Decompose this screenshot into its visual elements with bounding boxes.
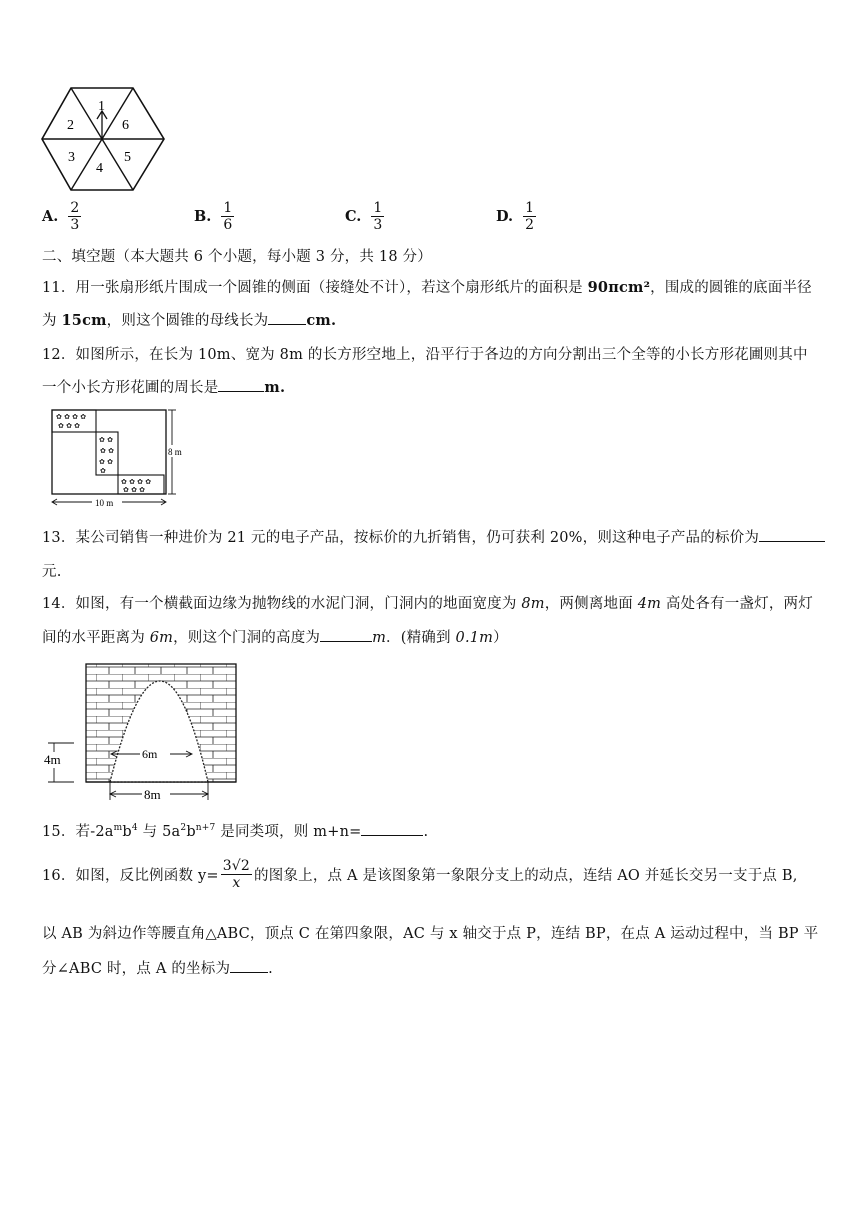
q13-text: 13．某公司销售一种进价为 21 元的电子产品，按标价的九折销售，仍可获利 20%，则这种电子产品的标价为 — [42, 530, 760, 546]
q15-sup-2: 2 — [180, 823, 187, 833]
door-inner-width-label: 6m — [142, 747, 158, 761]
q14-text-i: ） — [493, 630, 508, 646]
q16-line-3 — [42, 957, 273, 978]
option-d-num: 1 — [525, 200, 535, 216]
option-d-letter: D. — [496, 208, 514, 225]
garden-height-label: 8 m — [168, 447, 182, 457]
hexagon-spinner-figure — [40, 86, 166, 192]
hex-number-1: 1 — [98, 99, 105, 114]
option-a-den: 3 — [70, 217, 80, 233]
svg-text:✿ ✿: ✿ ✿ — [99, 458, 113, 466]
q16-function-fraction — [221, 858, 252, 891]
q14-lamp-height: 4m — [637, 596, 662, 612]
q14-line-1 — [42, 592, 813, 613]
q11-text-c: ，围成的圆锥的底面半径 — [650, 280, 812, 296]
q15-answer-blank[interactable] — [361, 821, 423, 836]
option-d — [496, 200, 536, 233]
hex-number-5: 5 — [124, 150, 131, 165]
q11-radius: 15cm — [61, 312, 107, 329]
q11-unit: cm. — [306, 312, 337, 329]
q16-frac-den: x — [232, 875, 241, 891]
option-b-fraction — [221, 200, 234, 233]
q12-line-1: 12．如图所示，在长为 10m、宽为 8m 的长方形空地上，沿平行于各边的方向分割出三个全等的小长方形花圃则其中 — [42, 347, 808, 363]
option-a-fraction — [68, 200, 81, 233]
hex-number-3: 3 — [68, 150, 75, 165]
q11-text-a: 11．用一张扇形纸片围成一个圆锥的侧面（接缝处不计），若这个扇形纸片的面积是 — [42, 280, 588, 296]
q16-text-b: 的图象上，点 A 是该图象第一象限分支上的动点，连结 AO 并延长交另一支于点 B, — [254, 868, 798, 884]
q14-text-h: ．(精确到 — [386, 630, 456, 646]
q15-sup-4: 4 — [131, 823, 138, 833]
q12-text-a: 一个小长方形花圃的周长是 — [42, 380, 219, 396]
q16-answer-blank[interactable] — [230, 958, 268, 973]
q15-text-i: 是同类项，则 m+n= — [215, 824, 362, 840]
svg-text:✿ ✿: ✿ ✿ — [99, 436, 113, 444]
q15-text-b2: b — [186, 824, 196, 840]
garden-rectangle-figure — [44, 404, 194, 510]
svg-text:✿ ✿ ✿ ✿: ✿ ✿ ✿ ✿ — [121, 478, 152, 486]
q11-line-2 — [42, 309, 336, 330]
q11-line-1 — [42, 276, 812, 297]
hex-number-6: 6 — [122, 118, 129, 133]
q14-width: 8m — [521, 596, 545, 612]
svg-text:✿: ✿ — [100, 467, 106, 475]
q11-answer-blank[interactable] — [268, 310, 306, 325]
option-b — [194, 200, 234, 233]
q13-line-2: 元. — [42, 564, 62, 580]
q11-area: 90πcm² — [587, 279, 651, 296]
svg-text:✿ ✿ ✿: ✿ ✿ ✿ — [58, 422, 81, 430]
q12-answer-blank[interactable] — [218, 377, 264, 392]
q15-period: . — [423, 824, 429, 840]
q14-unit: m — [372, 630, 387, 646]
q14-text-g: ，则这个门洞的高度为 — [173, 630, 321, 646]
option-b-num: 1 — [223, 200, 233, 216]
option-d-den: 2 — [525, 217, 535, 233]
q16-line-1 — [42, 858, 798, 891]
q12-line-2 — [42, 376, 285, 397]
hex-number-2: 2 — [67, 118, 74, 133]
q15-sup-m: m — [113, 823, 123, 833]
q15-text-b: b — [122, 824, 132, 840]
parabolic-door-figure — [44, 660, 240, 804]
q15-line — [42, 820, 428, 841]
svg-text:✿ ✿ ✿: ✿ ✿ ✿ — [123, 486, 146, 494]
door-ground-width-label: 8m — [144, 787, 161, 802]
q16-period: . — [268, 961, 273, 977]
garden-width-label: 10 m — [95, 498, 114, 508]
option-c — [345, 200, 384, 233]
option-d-fraction — [523, 200, 536, 233]
q15-text-5a: 与 5a — [137, 824, 181, 840]
q14-text-f: 间的水平距离为 — [42, 630, 150, 646]
q14-line-2 — [42, 626, 508, 647]
option-b-den: 6 — [223, 217, 233, 233]
section-2-heading: 二、填空题（本大题共 6 个小题，每小题 3 分，共 18 分） — [42, 249, 432, 265]
q13-answer-blank[interactable] — [759, 527, 825, 542]
q15-text-a: 15．若-2a — [42, 824, 114, 840]
q12-unit: m. — [264, 379, 286, 396]
svg-text:✿ ✿ ✿ ✿: ✿ ✿ ✿ ✿ — [56, 413, 87, 421]
q14-precision: 0.1m — [455, 630, 494, 646]
option-a-num: 2 — [70, 200, 80, 216]
q14-text-c: ，两侧离地面 — [544, 596, 638, 612]
svg-text:✿ ✿: ✿ ✿ — [100, 447, 114, 455]
option-b-letter: B. — [194, 208, 212, 225]
q16-line-2: 以 AB 为斜边作等腰直角△ABC，顶点 C 在第四象限，AC 与 x 轴交于点 P，连结 BP，在点 A 运动过程中，当 BP 平 — [42, 926, 819, 942]
q13-line-1 — [42, 526, 825, 547]
q14-answer-blank[interactable] — [320, 627, 372, 642]
q14-text-a: 14．如图，有一个横截面边缘为抛物线的水泥门洞，门洞内的地面宽度为 — [42, 596, 522, 612]
q14-text-e: 高处各有一盏灯，两灯 — [661, 596, 813, 612]
option-c-letter: C. — [345, 208, 362, 225]
q16-text-c: 分∠ABC 时，点 A 的坐标为 — [42, 961, 231, 977]
door-lamp-height-label: 4m — [44, 752, 61, 767]
option-c-den: 3 — [373, 217, 383, 233]
q16-frac-num: 3√2 — [222, 858, 251, 874]
option-a — [42, 200, 81, 233]
hex-number-4: 4 — [96, 161, 103, 176]
q15-sup-n7: n+7 — [195, 823, 216, 833]
option-c-fraction — [371, 200, 384, 233]
option-c-num: 1 — [373, 200, 383, 216]
q11-text-e: ，则这个圆锥的母线长为 — [106, 313, 269, 329]
q14-lamp-distance: 6m — [149, 630, 174, 646]
q11-text-d: 为 — [42, 313, 62, 329]
option-a-letter: A. — [42, 208, 59, 225]
q16-text-a: 16．如图，反比例函数 y= — [42, 868, 219, 884]
